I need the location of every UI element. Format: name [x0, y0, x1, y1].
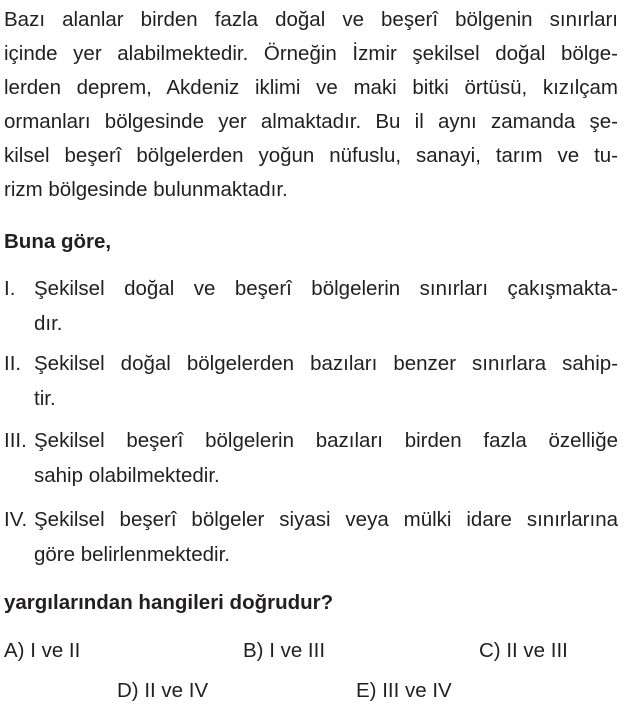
statement-numeral: III.	[4, 429, 27, 452]
statement-numeral: I.	[4, 277, 16, 300]
option-c[interactable]: C) II ve III	[479, 639, 568, 662]
passage-line: ormanları bölgesinde yer almaktadır. Bu il aynı zamanda şe-	[4, 110, 618, 133]
statement-text-line: göre belirlenmektedir.	[34, 543, 230, 566]
statement-text-line: Şekilsel doğal bölgelerden bazıları benzer sınırlara sahip-	[34, 352, 618, 375]
statement-text-line: Şekilsel beşerî bölgelerin bazıları birden fazla özelliğe	[34, 429, 618, 452]
passage-line: kilsel beşerî bölgelerden yoğun nüfuslu, sanayi, tarım ve tu-	[4, 144, 618, 167]
statement-text-line: dır.	[34, 312, 63, 335]
question-stem: yargılarından hangileri doğrudur?	[4, 591, 334, 614]
option-b[interactable]: B) I ve III	[243, 639, 326, 662]
option-a[interactable]: A) I ve II	[4, 639, 81, 662]
statement-numeral: IV.	[4, 508, 28, 531]
option-e[interactable]: E) III ve IV	[356, 679, 452, 702]
passage-line: Bazı alanlar birden fazla doğal ve beşerî bölgenin sınırları	[4, 8, 618, 31]
option-d[interactable]: D) II ve IV	[117, 679, 209, 702]
statement-text-line: tir.	[34, 387, 56, 410]
statement-numeral: II.	[4, 352, 22, 375]
statement-text-line: Şekilsel beşerî bölgeler siyasi veya mülki idare sınırlarına	[34, 508, 618, 531]
passage-line: içinde yer alabilmektedir. Örneğin İzmir şekilsel doğal bölge-	[4, 42, 618, 65]
question-intro: Buna göre,	[4, 230, 112, 253]
statement-text-line: Şekilsel doğal ve beşerî bölgelerin sınırları çakışmakta-	[34, 277, 618, 300]
passage-line: rizm bölgesinde bulunmaktadır.	[4, 178, 288, 201]
passage-line: lerden deprem, Akdeniz iklimi ve maki bitki örtüsü, kızılçam	[4, 76, 618, 99]
statement-text-line: sahip olabilmektedir.	[34, 464, 220, 487]
